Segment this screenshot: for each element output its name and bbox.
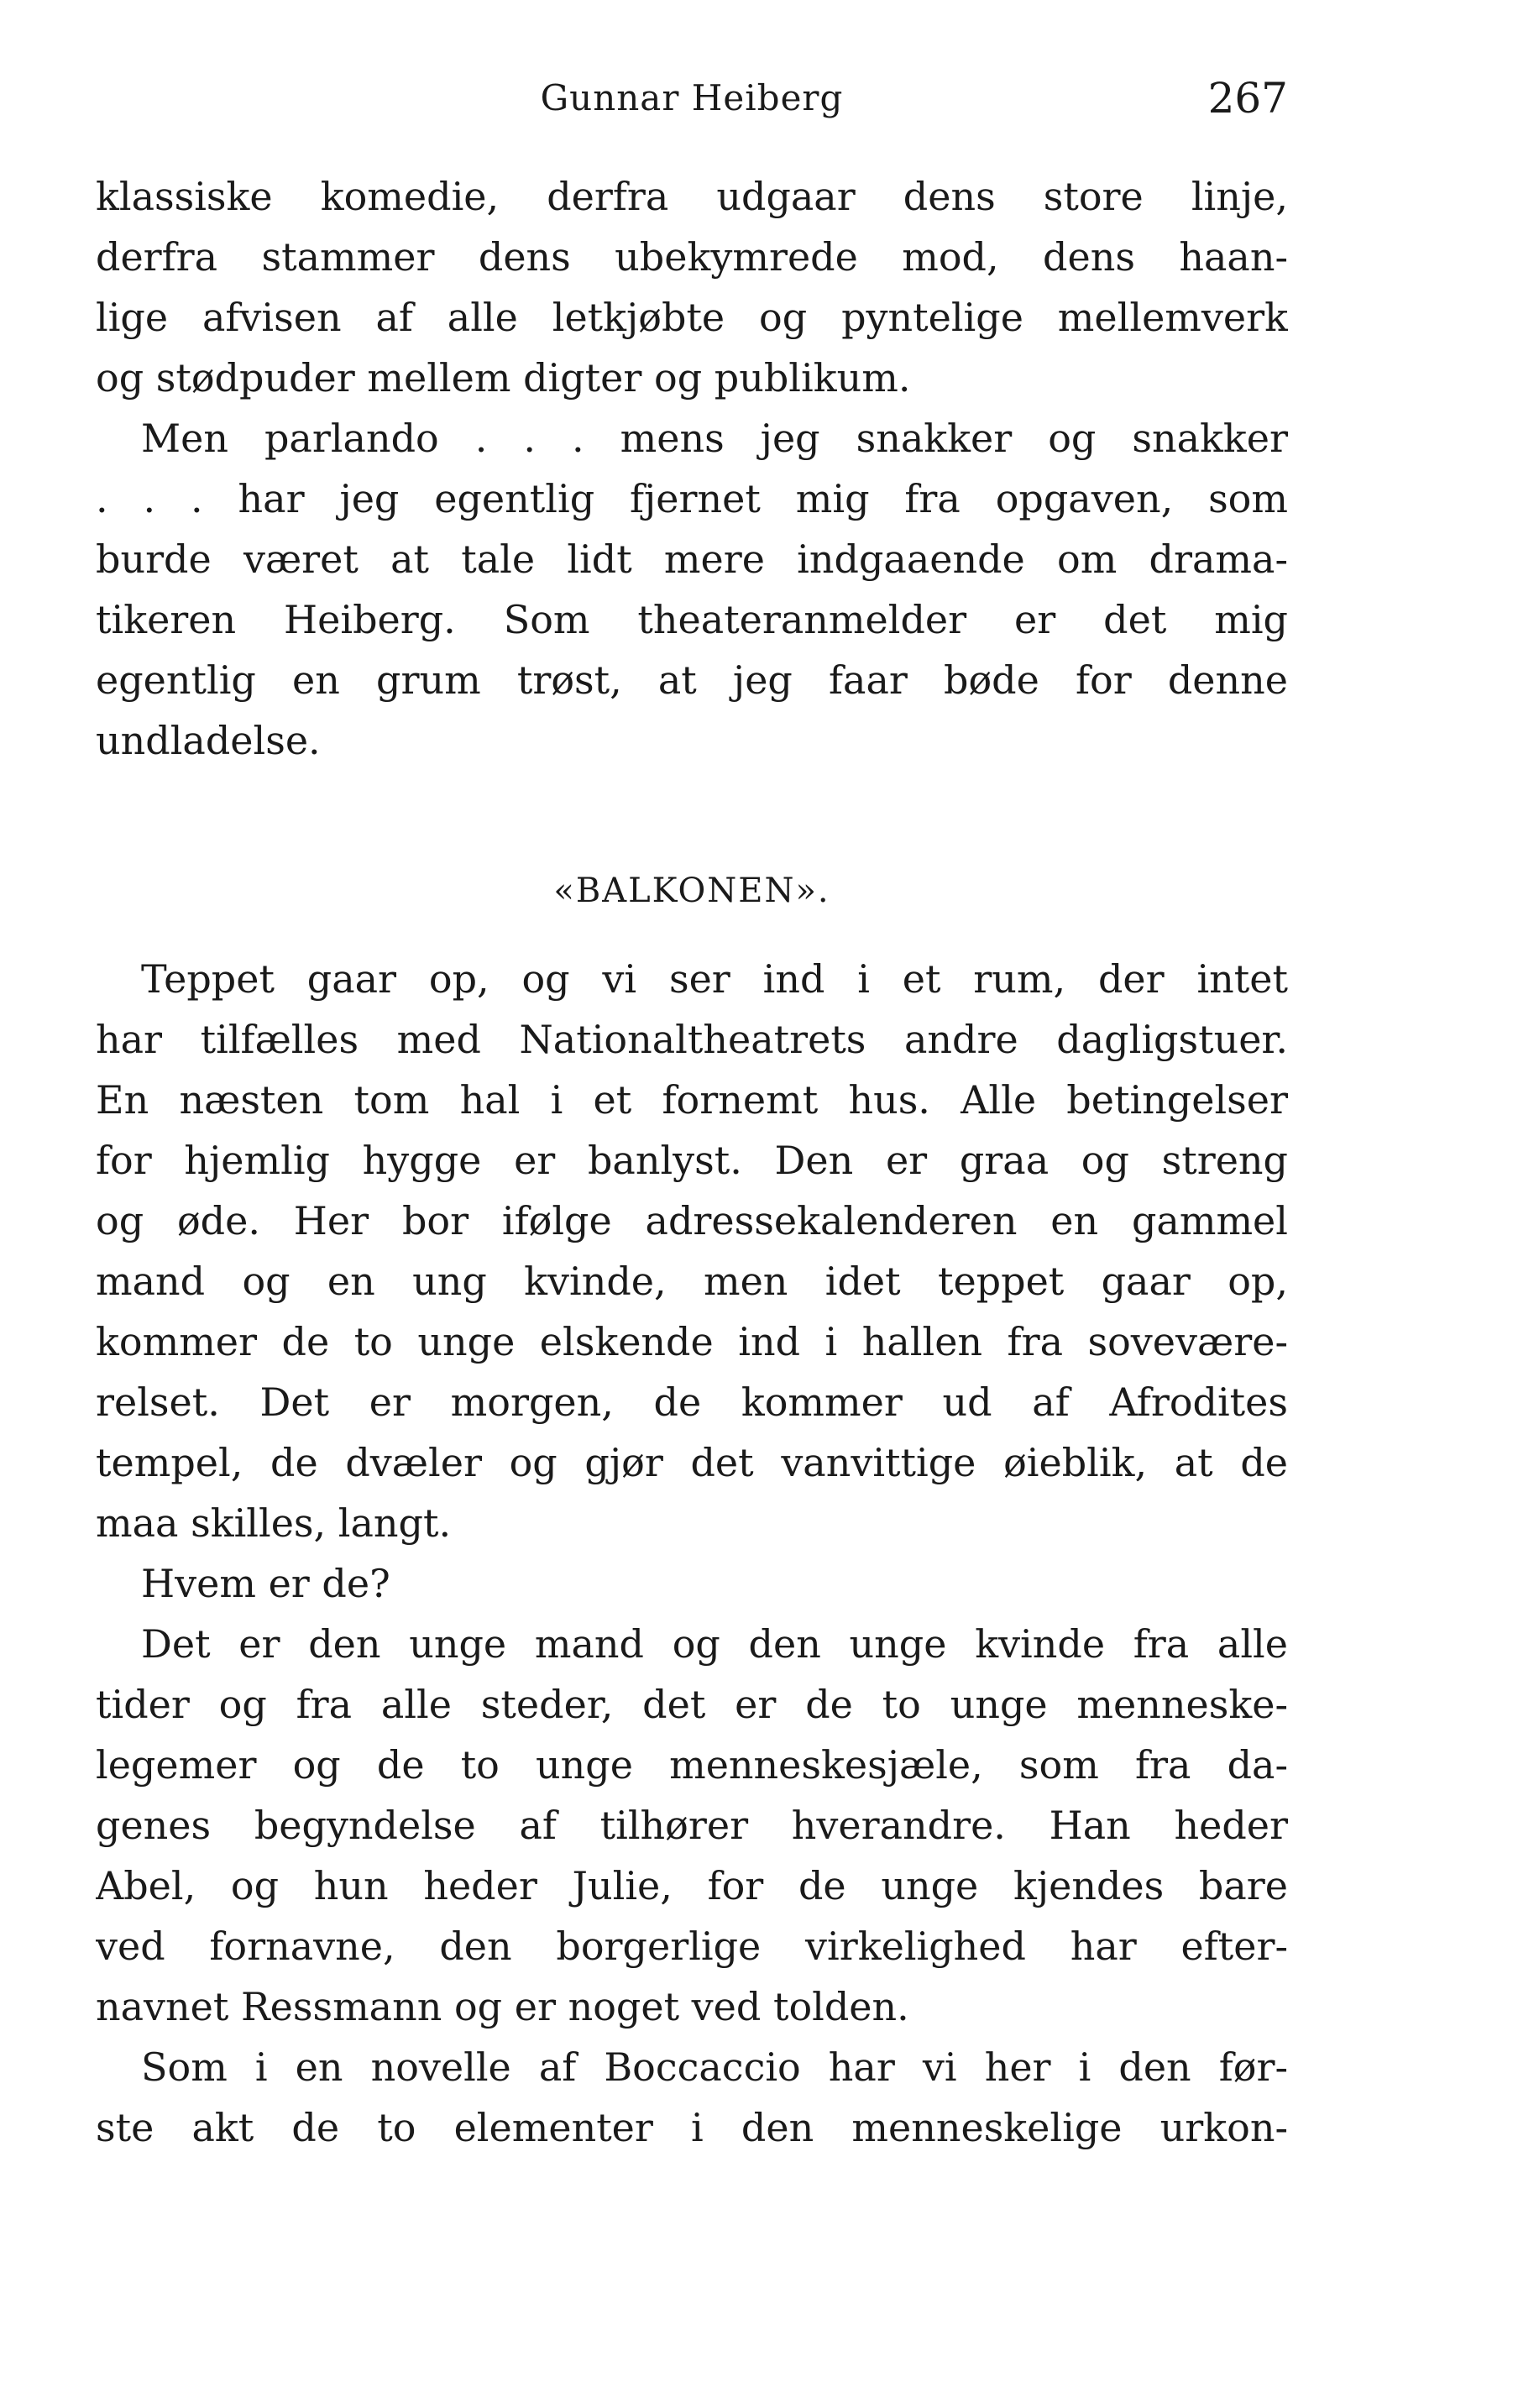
text-block-2 (96, 949, 1288, 2158)
text-line: tempel, de dvæler og gjør det vanvittige øieblik, at de (96, 1440, 1288, 1485)
text-line: egentlig en grum trøst, at jeg faar bøde for denne (96, 657, 1288, 703)
text-line: . . . har jeg egentlig fjernet mig fra opgaven, som (96, 476, 1288, 521)
text-line: burde været at tale lidt mere indgaaende om drama- (96, 537, 1288, 582)
page-header (96, 74, 1288, 124)
text-line: ved fornavne, den borgerlige virkelighed har efter- (96, 1924, 1288, 1969)
text-line: ste akt de to elementer i den menneskelige urkon- (96, 2105, 1288, 2150)
text-line: Som i en novelle af Boccaccio har vi her i den før- (141, 2044, 1288, 2090)
section-heading: «BALKONEN». (553, 872, 830, 910)
text-line: legemer og de to unge menneskesjæle, som fra da- (96, 1742, 1288, 1788)
text-line: klassiske komedie, derfra udgaar dens store linje, (96, 174, 1288, 219)
text-line: kommer de to unge elskende ind i hallen fra sovevære- (96, 1319, 1288, 1364)
text-line: Hvem er de? (141, 1561, 390, 1606)
text-line: tikeren Heiberg. Som theateranmelder er det mig (96, 597, 1288, 642)
text-line: tider og fra alle steder, det er de to unge menneske- (96, 1682, 1288, 1727)
text-line: maa skilles, langt. (96, 1500, 452, 1546)
text-line: har tilfælles med Nationaltheatrets andre dagligstuer. (96, 1017, 1288, 1062)
text-line: for hjemlig hygge er banlyst. Den er graa og streng (96, 1138, 1288, 1183)
text-block-1 (96, 166, 1288, 771)
running-head: Gunnar Heiberg (540, 77, 844, 118)
text-line: En næsten tom hal i et fornemt hus. Alle betingelser (96, 1077, 1288, 1123)
text-line: Det er den unge mand og den unge kvinde fra alle (141, 1621, 1288, 1667)
text-line: Men parlando . . . mens jeg snakker og snakker (141, 416, 1288, 461)
text-line: Teppet gaar op, og vi ser ind i et rum, der intet (141, 956, 1288, 1002)
text-line: relset. Det er morgen, de kommer ud af Afrodites (96, 1379, 1288, 1425)
text-line: derfra stammer dens ubekymrede mod, dens haan- (96, 234, 1288, 280)
text-line: og stødpuder mellem digter og publikum. (96, 355, 911, 400)
text-line: undladelse. (96, 718, 321, 763)
text-line: navnet Ressmann og er noget ved tolden. (96, 1984, 909, 2029)
page-number: 267 (1207, 74, 1288, 123)
text-line: og øde. Her bor ifølge adressekalenderen en gammel (96, 1198, 1288, 1243)
text-line: genes begyndelse af tilhører hverandre. Han heder (96, 1803, 1288, 1848)
text-line: Abel, og hun heder Julie, for de unge kjendes bare (96, 1863, 1288, 1908)
text-line: lige afvisen af alle letkjøbte og pyntelige mellemverk (96, 295, 1288, 340)
text-line: mand og en ung kvinde, men idet teppet gaar op, (96, 1259, 1288, 1304)
